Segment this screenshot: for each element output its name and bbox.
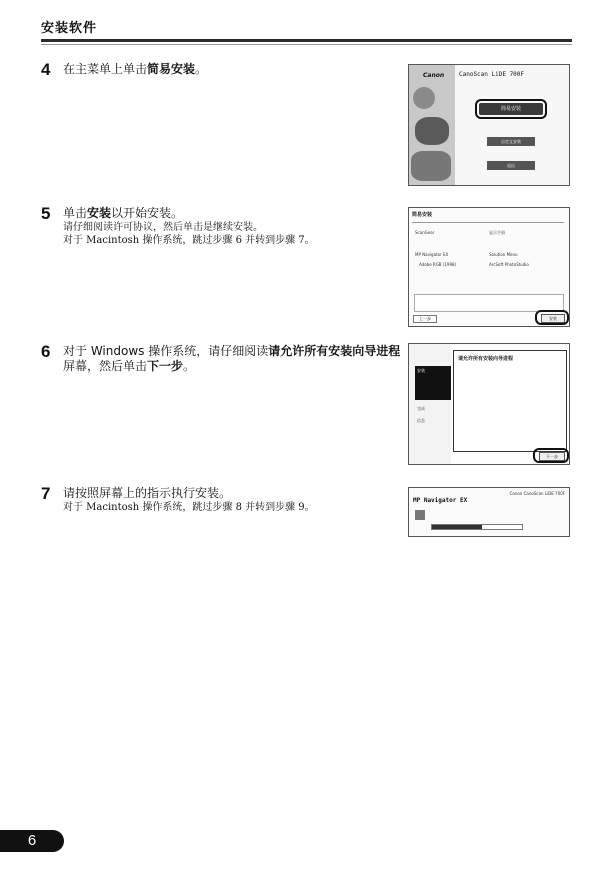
step-number: 5: [41, 204, 51, 223]
step-instruction: 对于 Windows 操作系统，请仔细阅读请允许所有安装向导进程屏幕，然后单击下一步。: [63, 344, 401, 373]
sidebar-item: 完成: [417, 406, 425, 411]
dialog-title: 简易安装: [412, 212, 433, 218]
component-row: Adobe RGB (1998): [419, 262, 457, 267]
screenshot-easy-install: [408, 207, 570, 327]
step-note: 对于 Macintosh 操作系统，跳过步骤 8 并转到步骤 9。: [63, 502, 315, 513]
progress-fill: [432, 525, 482, 529]
wizard-sidebar: [409, 344, 451, 464]
app-name: MP Navigator EX: [413, 497, 468, 504]
step-instruction: 请按照屏幕上的指示执行安装。: [63, 486, 232, 500]
highlight-ring: [533, 448, 569, 463]
menu-photo-panel: [409, 65, 455, 185]
step-instruction: 在主菜单上单击简易安装。: [63, 62, 208, 76]
wizard-dialog: [453, 350, 567, 452]
custom-install-button[interactable]: 自定义安装: [487, 137, 535, 146]
component-row: ArcSoft PhotoStudio: [489, 262, 529, 267]
header-rule-thin: [41, 44, 572, 45]
install-icon: [415, 510, 425, 520]
screenshot-wizard: [408, 343, 570, 465]
screenshot-progress: [408, 487, 570, 537]
screenshot-main-menu: [408, 64, 570, 186]
back-button[interactable]: 上一步: [413, 315, 437, 323]
sidebar-item: 安装: [417, 368, 425, 373]
step-note: 请仔细阅读许可协议，然后单击是继续安装。: [63, 222, 263, 233]
component-row: ScanGear: [415, 230, 435, 235]
step-number: 6: [41, 342, 51, 361]
install-button[interactable]: 安装: [541, 314, 565, 323]
wizard-dialog-title: 请允许所有安装向导进程: [458, 356, 514, 362]
product-name: Canon CanoScan LiDE 700F: [509, 491, 565, 496]
header-rule: [41, 39, 572, 42]
section-title: 安装软件: [41, 21, 98, 36]
easy-install-button[interactable]: 简易安装: [479, 103, 543, 115]
highlight-ring: [535, 310, 569, 325]
component-row: MP Navigator EX: [415, 252, 449, 257]
step-number: 4: [41, 60, 51, 79]
next-button[interactable]: 下一步: [539, 452, 565, 461]
step-note: 对于 Macintosh 操作系统，跳过步骤 6 并转到步骤 7。: [63, 235, 315, 246]
product-name: CanoScan LiDE 700F: [459, 71, 525, 78]
step-number: 7: [41, 484, 51, 503]
exit-button[interactable]: 退出: [487, 161, 535, 170]
component-row: 显示手册: [489, 230, 505, 235]
step-instruction: 单击安装以开始安装。: [63, 206, 184, 220]
progress-bar: [431, 524, 523, 530]
page-number: 6: [0, 830, 64, 852]
brand-logo: Canon: [423, 72, 445, 79]
highlight-ring: [475, 99, 547, 119]
sidebar-item: 信息: [417, 418, 425, 423]
component-row: Solution Menu: [489, 252, 518, 257]
